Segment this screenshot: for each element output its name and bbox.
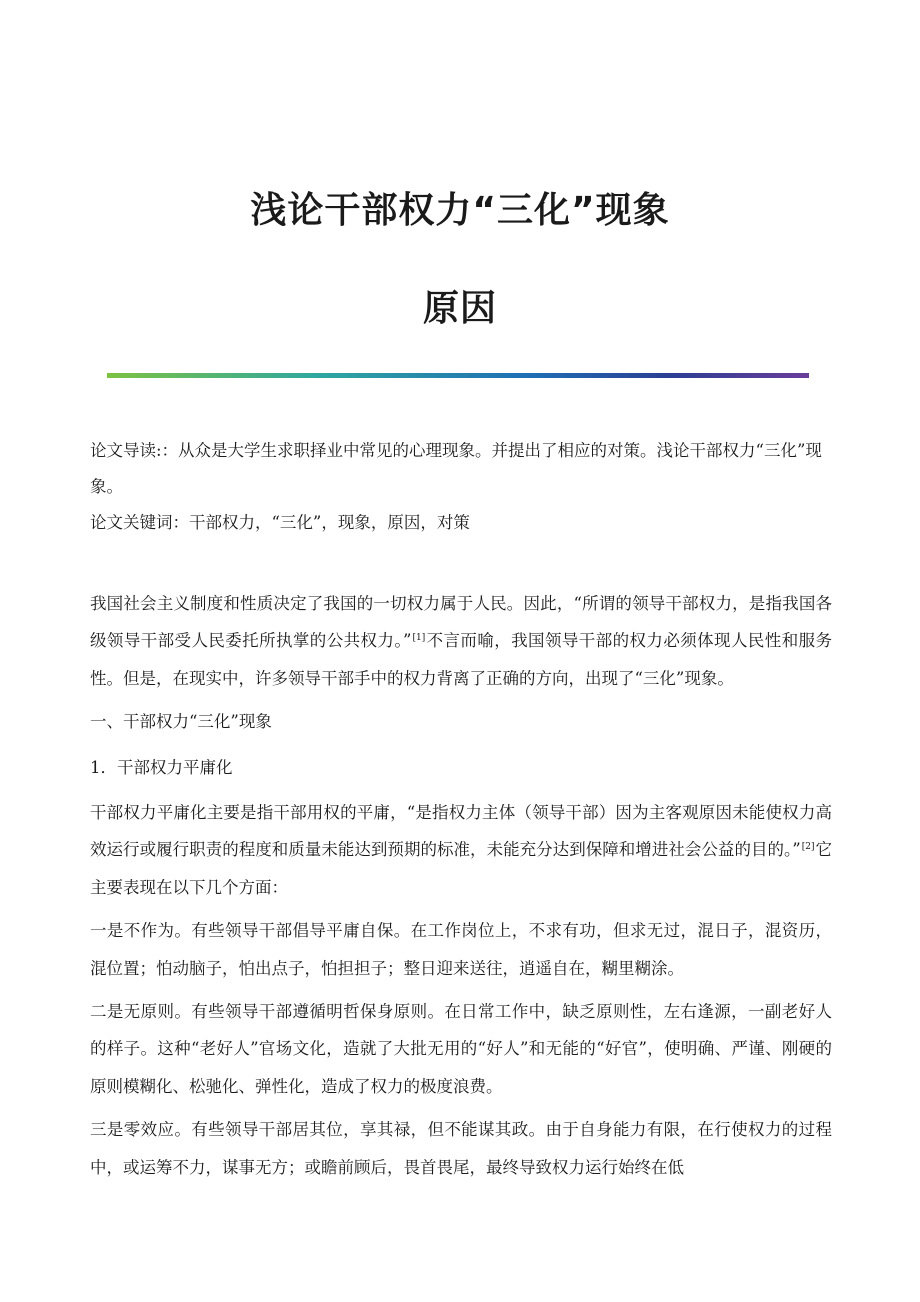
paragraph-point-1: 一是不作为。有些领导干部倡导平庸自保。在工作岗位上，不求有功，但求无过，混日子，混资历，混位置；怕动脑子，怕出点子，怕担担子；整日迎来送往，逍遥自在，糊里糊涂。: [90, 921, 832, 978]
paragraph-text: 干部权力平庸化主要是指干部用权的平庸，“是指权力主体（领导干部）因为主客观原因未能使权力高效运行或履行职责的程度和质量未能达到预期的标准，未能充分达到保障和增进社会公益的目的。”: [90, 803, 832, 860]
body-text: [90, 585, 832, 1192]
subsection-heading: 1．干部权力平庸化: [90, 757, 233, 777]
paragraph-point-3: 三是零效应。有些领导干部居其位，享其禄，但不能谋其政。由于自身能力有限，在行使权力的过程中，或运筹不力，谋事无方；或瞻前顾后，畏首畏尾，最终导致权力运行始终在低: [90, 1120, 832, 1177]
paragraph-point-2: 二是无原则。有些领导干部遵循明哲保身原则。在日常工作中，缺乏原则性，左右逢源，一副老好人的样子。这种“老好人”官场文化，造就了大批无用的“好人”和无能的“好官”，使明确、严谨、刚硬的原则模糊化、松驰化、弹性化，造成了权力的极度浪费。: [90, 1002, 832, 1096]
paragraph-definition: [90, 794, 832, 906]
document-title-line-1: 浅论干部权力“三化”现象: [250, 190, 670, 231]
section-heading: 一、干部权力“三化”现象: [90, 712, 272, 732]
paragraph-text: 不言而喻，我国领导干部的权力必须体现人民性和服务性。但是，在现实中，许多领导干部手中的权力背离了正确的方向，出现了“三化”现象。: [90, 631, 833, 688]
abstract: 论文导读:：从众是大学生求职择业中常见的心理现象。并提出了相应的对策。浅论干部权力“三化”现象。: [90, 441, 822, 496]
citation-ref-2[interactable]: [2]: [801, 842, 815, 853]
paragraph-text: 它主要表现在以下几个方面：: [90, 840, 833, 897]
title-divider: [107, 373, 809, 378]
keywords: 论文关键词：干部权力，“三化”，现象，原因，对策: [90, 513, 470, 532]
paragraph-text: 我国社会主义制度和性质决定了我国的一切权力属于人民。因此，“所谓的领导干部权力，是指我国各级领导干部受人民委托所执掌的公共权力。”: [90, 594, 832, 651]
paragraph-intro: [90, 585, 832, 697]
citation-ref-1[interactable]: [1]: [412, 633, 426, 644]
document-title-line-2: 原因: [422, 288, 497, 329]
